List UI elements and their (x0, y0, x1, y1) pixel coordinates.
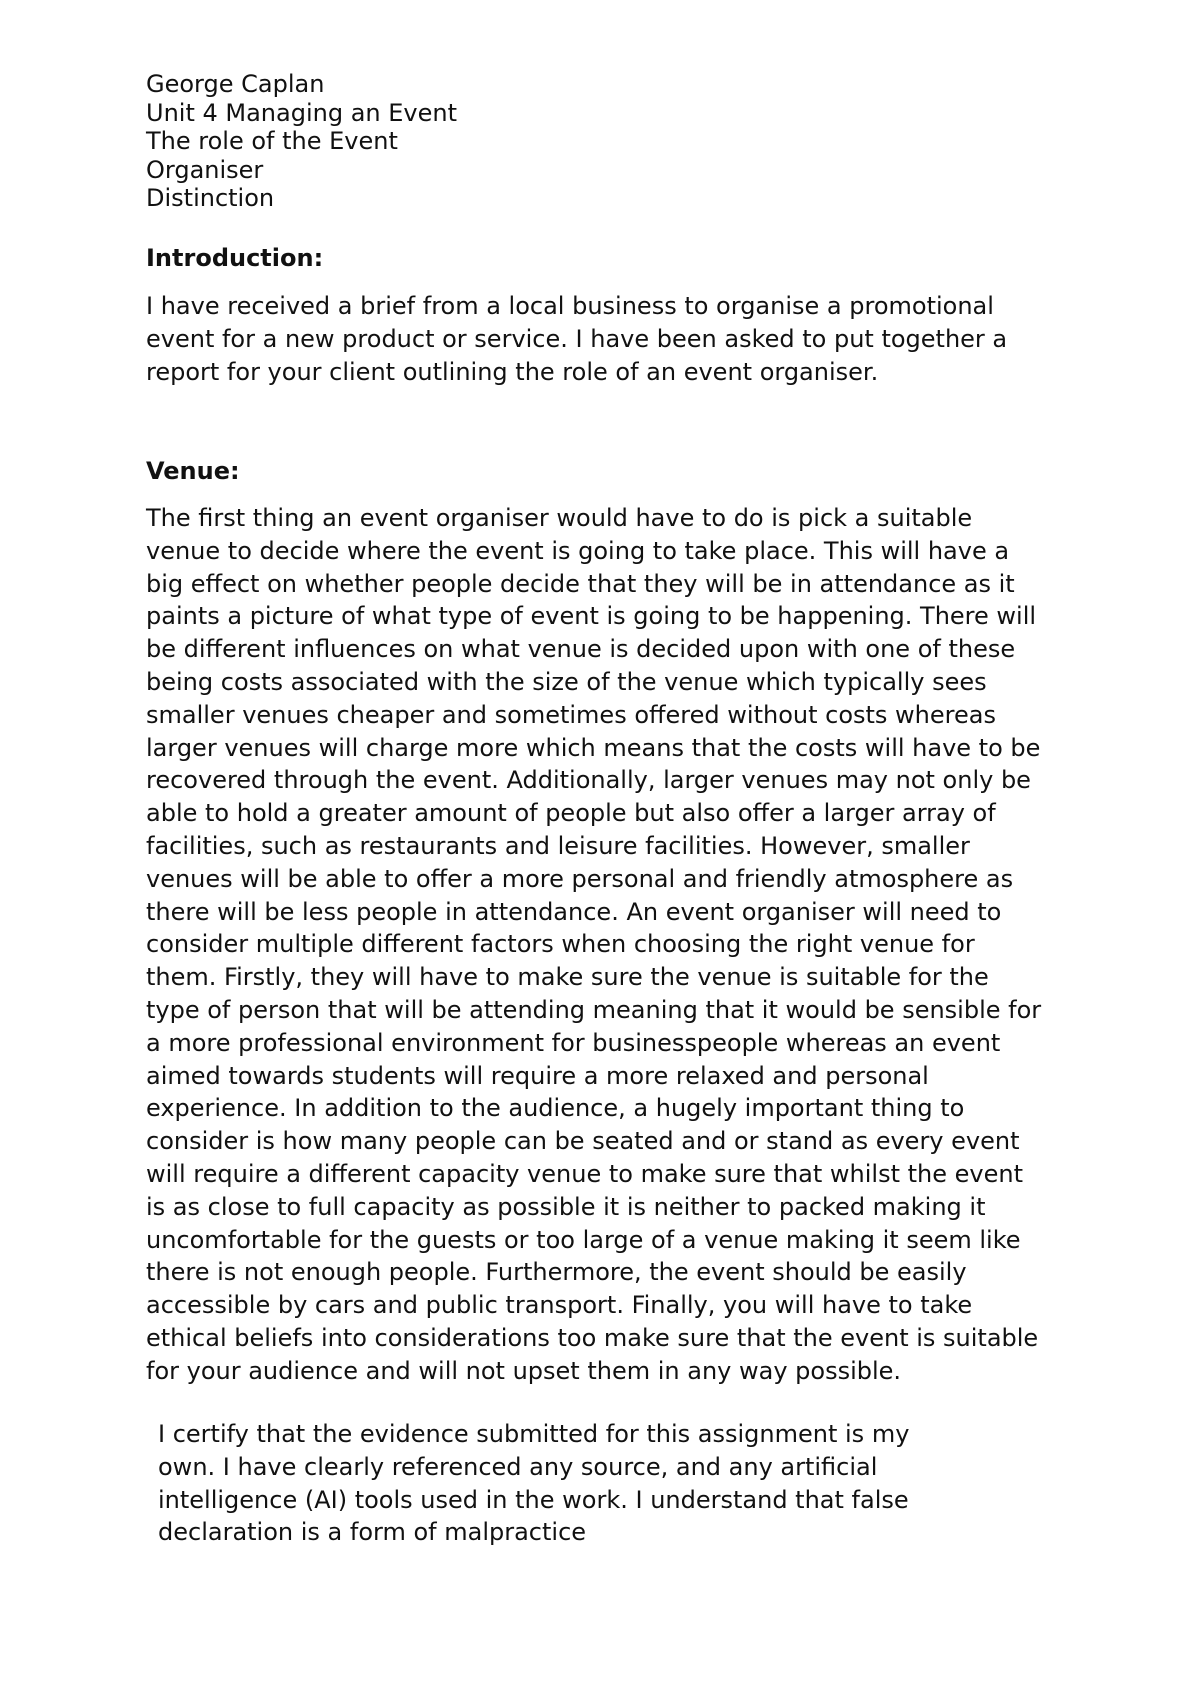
student-name: George Caplan (146, 70, 325, 98)
paragraph-line: will require a different capacity venue to make sure that whilst the event (146, 1159, 1023, 1188)
paragraph-line: recovered through the event. Additionally, larger venues may not only be (146, 766, 1031, 795)
paragraph-line: paints a picture of what type of event is going to be happening. There will (146, 602, 1037, 631)
paragraph-line: facilities, such as restaurants and leisure facilities. However, smaller (146, 831, 970, 860)
paragraph-line: report for your client outlining the role of an event organiser. (146, 357, 879, 386)
paragraph-line: type of person that will be attending meaning that it would be sensible for (146, 995, 1042, 1024)
paragraph-line: experience. In addition to the audience, a hugely important thing to (146, 1094, 965, 1123)
paragraph-line: event for a new product or service. I have been asked to put together a (146, 324, 1008, 353)
assignment-title-cont: Organiser (146, 155, 264, 184)
paragraph-line: I have received a brief from a local business to organise a promotional (146, 292, 994, 320)
student-header (146, 70, 846, 213)
venue-heading: Venue: (146, 457, 240, 485)
paragraph-line: being costs associated with the size of the venue which typically sees (146, 667, 987, 696)
paragraph-line: uncomfortable for the guests or too large of a venue making it seem like (146, 1225, 1021, 1254)
paragraph-line: ethical beliefs into considerations too make sure that the event is suitable (146, 1323, 1039, 1352)
venue-paragraph (146, 502, 1086, 1388)
paragraph-line: accessible by cars and public transport. Finally, you will have to take (146, 1291, 973, 1320)
paragraph-line: The first thing an event organiser would have to do is pick a suitable (146, 504, 973, 532)
paragraph-line: them. Firstly, they will have to make sure the venue is suitable for the (146, 963, 989, 992)
paragraph-line: consider is how many people can be seated and or stand as every event (146, 1127, 1020, 1156)
paragraph-line: venues will be able to offer a more personal and friendly atmosphere as (146, 864, 1014, 893)
paragraph-line: is as close to full capacity as possible it is neither to packed making it (146, 1192, 986, 1221)
paragraph-line: a more professional environment for businesspeople whereas an event (146, 1028, 1001, 1057)
unit-title: Unit 4 Managing an Event (146, 98, 457, 127)
paragraph-line: venue to decide where the event is going to take place. This will have a (146, 536, 1010, 565)
paragraph-line: aimed towards students will require a more relaxed and personal (146, 1061, 929, 1090)
paragraph-line: smaller venues cheaper and sometimes offered without costs whereas (146, 700, 996, 729)
paragraph-line: declaration is a form of malpractice (158, 1518, 587, 1547)
paragraph-line: own. I have clearly referenced any source, and any artificial (158, 1452, 878, 1481)
introduction-paragraph (146, 290, 1076, 388)
paragraph-line: larger venues will charge more which means that the costs will have to be (146, 733, 1041, 762)
paragraph-line: there will be less people in attendance. An event organiser will need to (146, 897, 1002, 926)
paragraph-line: big effect on whether people decide that they will be in attendance as it (146, 569, 1015, 598)
paragraph-line: consider multiple different factors when choosing the right venue for (146, 930, 975, 959)
grade-target: Distinction (146, 184, 275, 212)
introduction-heading: Introduction: (146, 244, 324, 272)
declaration-paragraph (158, 1418, 1058, 1549)
paragraph-line: able to hold a greater amount of people but also offer a larger array of (146, 799, 996, 828)
paragraph-line: there is not enough people. Furthermore, the event should be easily (146, 1258, 967, 1287)
paragraph-line: I certify that the evidence submitted for this assignment is my (158, 1420, 910, 1448)
paragraph-line: be different influences on what venue is decided upon with one of these (146, 635, 1016, 664)
paragraph-line: intelligence (AI) tools used in the work. I understand that false (158, 1485, 909, 1514)
paragraph-line: for your audience and will not upset them in any way possible. (146, 1356, 902, 1385)
assignment-title: The role of the Event (146, 127, 398, 155)
